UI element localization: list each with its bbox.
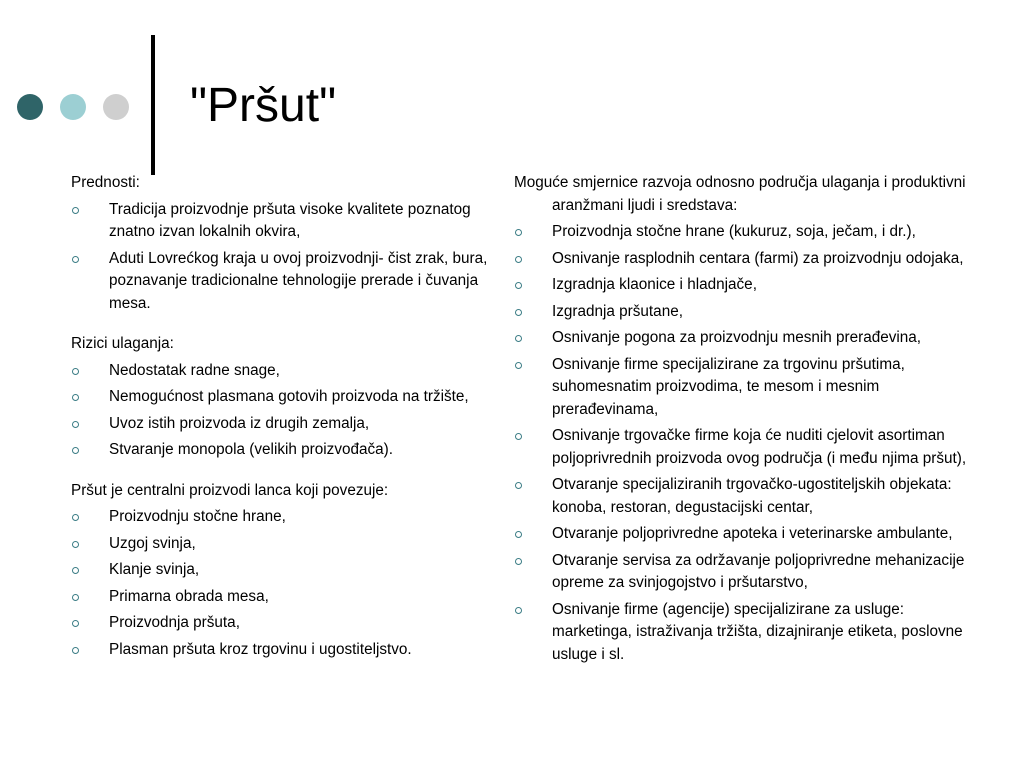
bullet-icon	[515, 433, 522, 440]
right-column	[514, 172, 969, 670]
list-item: Plasman pršuta kroz trgovinu i ugostiteljstvo.	[71, 639, 491, 662]
list-item: Otvaranje servisa za održavanje poljoprivredne mehanizacije opreme za svinjogojstvo i pršutarstvo,	[514, 550, 969, 595]
bullet-icon	[515, 256, 522, 263]
list-item: Osnivanje rasplodnih centara (farmi) za proizvodnju odojaka,	[514, 248, 969, 271]
decor-dot-dark	[17, 94, 43, 120]
list-item: Izgradnja klaonice i hladnjače,	[514, 274, 969, 297]
list-item: Klanje svinja,	[71, 559, 491, 582]
list-item: Tradicija proizvodnje pršuta visoke kvalitete poznatog znatno izvan lokalnih okvira,	[71, 199, 491, 244]
section-heading: Pršut je centralni proizvodi lanca koji povezuje:	[71, 481, 389, 499]
list-item: Proizvodnju stočne hrane,	[71, 506, 491, 529]
list-item: Osnivanje firme specijalizirane za trgovinu pršutima, suhomesnatim proizvodima, te mesom i mesnim prerađevinama,	[514, 354, 969, 422]
list-item: Nedostatak radne snage,	[71, 360, 491, 383]
bullet-icon	[515, 558, 522, 565]
bullet-icon	[72, 207, 79, 214]
section-heading: Rizici ulaganja:	[71, 335, 174, 352]
title-divider-line	[151, 35, 155, 175]
bullet-icon	[72, 256, 79, 263]
bullet-icon	[72, 620, 79, 627]
bullet-icon	[72, 541, 79, 548]
section-prednosti	[71, 172, 491, 315]
list-item: Otvaranje specijaliziranih trgovačko-ugostiteljskih objekata: konoba, restoran, degustacijski centar,	[514, 474, 969, 519]
slide-title: "Pršut"	[190, 79, 337, 132]
left-column	[71, 172, 491, 679]
list-item: Nemogućnost plasmana gotovih proizvoda na tržište,	[71, 386, 491, 409]
bullet-icon	[515, 607, 522, 614]
bullet-icon	[515, 229, 522, 236]
bullet-list	[71, 506, 491, 661]
section-rizici	[71, 333, 491, 462]
bullet-icon	[515, 362, 522, 369]
bullet-list	[71, 360, 491, 462]
bullet-icon	[72, 368, 79, 375]
bullet-icon	[72, 647, 79, 654]
bullet-icon	[72, 567, 79, 574]
section-lanac	[71, 480, 491, 662]
bullet-icon	[515, 335, 522, 342]
bullet-icon	[515, 482, 522, 489]
list-item: Uzgoj svinja,	[71, 533, 491, 556]
list-item: Izgradnja pršutane,	[514, 301, 969, 324]
decor-dot-mid	[60, 94, 86, 120]
list-item: Osnivanje firme (agencije) specijalizirane za usluge: marketinga, istraživanja tržišta, dizajniranje etiketa, poslovne usluge i sl.	[514, 599, 969, 667]
bullet-icon	[515, 531, 522, 538]
list-item: Stvaranje monopola (velikih proizvođača).	[71, 439, 491, 462]
bullet-icon	[515, 282, 522, 289]
section-heading: Moguće smjernice razvoja odnosno područja ulaganja i produktivni aranžmani ljudi i sredstava:	[514, 174, 966, 214]
list-item: Primarna obrada mesa,	[71, 586, 491, 609]
section-heading: Prednosti:	[71, 174, 140, 191]
bullet-list	[71, 199, 491, 316]
bullet-icon	[72, 594, 79, 601]
list-item: Osnivanje pogona za proizvodnju mesnih prerađevina,	[514, 327, 969, 350]
list-item: Uvoz istih proizvoda iz drugih zemalja,	[71, 413, 491, 436]
bullet-list	[514, 221, 969, 666]
bullet-icon	[72, 394, 79, 401]
bullet-icon	[72, 421, 79, 428]
list-item: Aduti Lovrećkog kraja u ovoj proizvodnji- čist zrak, bura, poznavanje tradicionalne tehnologije prerade i čuvanja mesa.	[71, 248, 491, 316]
list-item: Otvaranje poljoprivredne apoteka i veterinarske ambulante,	[514, 523, 969, 546]
list-item: Osnivanje trgovačke firme koja će nuditi cjelovit asortiman poljoprivrednih proizvoda ovog područja (i među njima pršut),	[514, 425, 969, 470]
bullet-icon	[72, 514, 79, 521]
bullet-icon	[515, 309, 522, 316]
list-item: Proizvodnja pršuta,	[71, 612, 491, 635]
decor-dot-light	[103, 94, 129, 120]
list-item: Proizvodnja stočne hrane (kukuruz, soja, ječam, i dr.),	[514, 221, 969, 244]
bullet-icon	[72, 447, 79, 454]
